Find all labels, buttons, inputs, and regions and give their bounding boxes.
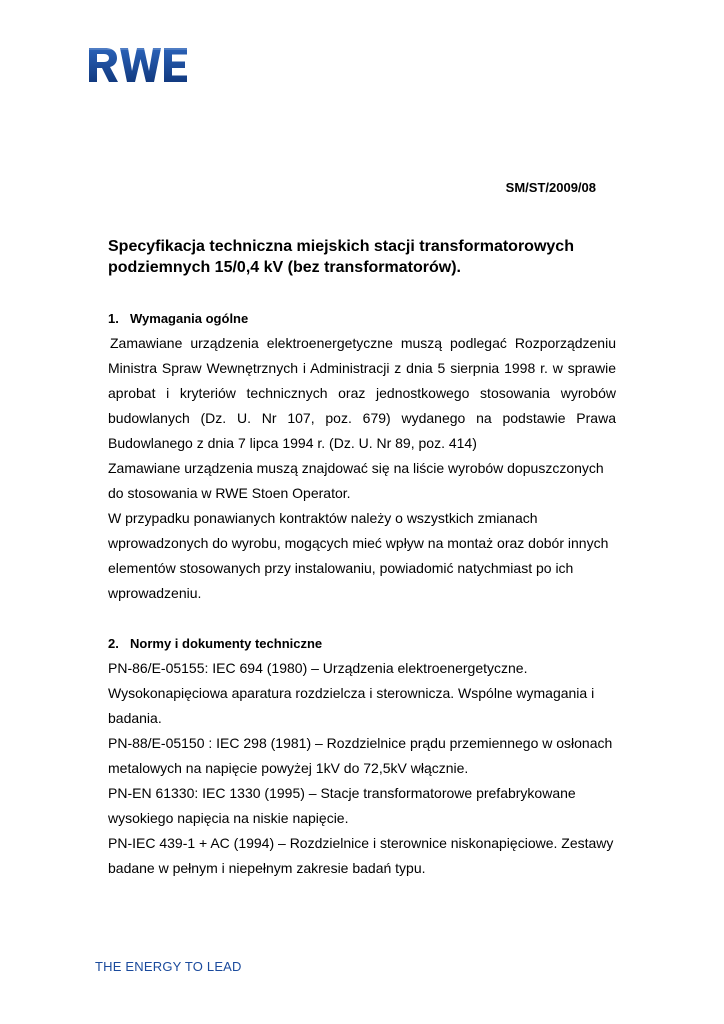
section-spacer — [108, 606, 616, 631]
footer-tagline: THE ENERGY TO LEAD — [95, 959, 242, 974]
rwe-logo — [89, 46, 189, 84]
section-title: Normy i dokumenty techniczne — [130, 636, 323, 651]
section-title: Wymagania ogólne — [130, 311, 249, 326]
section-heading-standards — [108, 631, 616, 656]
document-title: Specyfikacja techniczna miejskich stacji transformatorowych podziemnych 15/0,4 kV (bez transformatorów). — [108, 238, 574, 276]
paragraph: PN-IEC 439-1 + AC (1994) – Rozdzielnice i sterownice niskonapięciowe. Zestawy badane w pełnym i niepełnym zakresie badań typu. — [108, 835, 614, 876]
paragraph: Zamawiane urządzenia elektroenergetyczne muszą podlegać Rozporządzeniu Ministra Spraw Wewnętrznych i Administracji z dnia 5 sierpnia 1998 r. w sprawie aprobat i kryteriów technicznych oraz jednostkowego stosowania wyrobów budowlanych (Dz. U. Nr 107, poz. 679) wydanego na podstawie Prawa Budowlanego z dnia 7 lipca 1994 r. (Dz. U. Nr 89, poz. 414) — [108, 335, 616, 451]
document-number: SM/ST/2009/08 — [505, 180, 596, 195]
section-number: 2. — [108, 636, 119, 651]
document-body — [108, 306, 616, 881]
paragraph: PN-86/E-05155: IEC 694 (1980) – Urządzenia elektroenergetyczne. Wysokonapięciowa aparatura rozdzielcza i sterownicza. Wspólne wymagania i badania. — [108, 660, 595, 726]
paragraph: W przypadku ponawianych kontraktów należy o wszystkich zmianach wprowadzonych do wyrobu, mogących mieć wpływ na montaż oraz dobór innych elementów stosowanych przy instalowaniu, powiadomić natychmiast po ich wprowadzeniu. — [108, 510, 609, 601]
paragraph: PN-88/E-05150 : IEC 298 (1981) – Rozdzielnice prądu przemiennego w osłonach metalowych na napięcie powyżej 1kV do 72,5kV włącznie. — [108, 735, 613, 776]
rwe-logo-graphic — [89, 46, 189, 84]
section-number: 1. — [108, 311, 119, 326]
paragraph: PN-EN 61330: IEC 1330 (1995) – Stacje transformatorowe prefabrykowane wysokiego napięcia na niskie napięcie. — [108, 785, 576, 826]
paragraph: Zamawiane urządzenia muszą znajdować się na liście wyrobów dopuszczonych do stosowania w RWE Stoen Operator. — [108, 460, 604, 501]
section-heading-requirements — [108, 306, 616, 331]
